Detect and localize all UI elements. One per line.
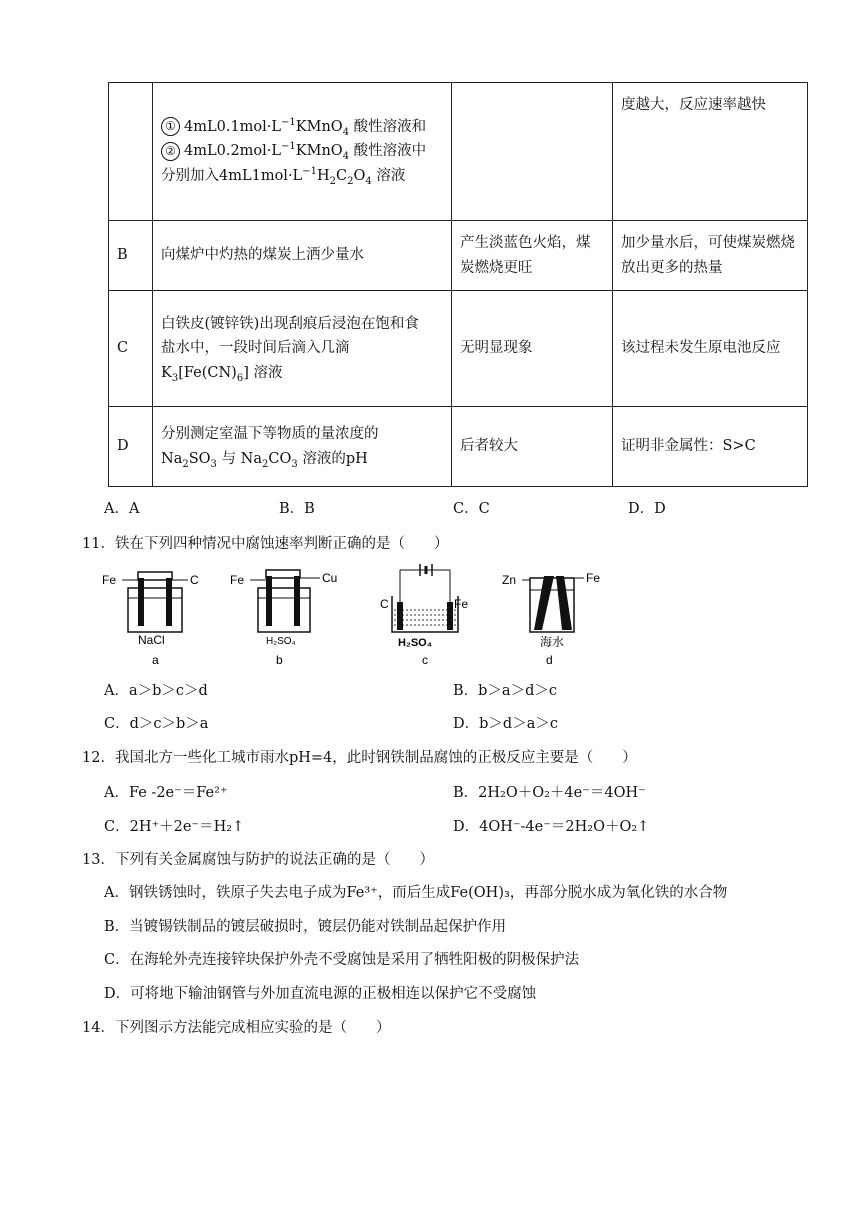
solution-label: H₂SO₄	[398, 637, 432, 649]
text: −1	[302, 165, 317, 177]
circle-number: ②	[161, 142, 180, 161]
electrode-label: C	[190, 573, 199, 587]
row-label: D	[109, 407, 153, 487]
option-c[interactable]: C．d＞c＞b＞a	[104, 716, 209, 732]
table-cell: 加少量水后，可使煤炭燃烧放出更多的热量	[613, 221, 808, 291]
option-a[interactable]: A．a＞b＞c＞d	[104, 683, 208, 699]
text: −1	[281, 116, 296, 128]
electrode-label: Fe	[102, 573, 117, 587]
option-d[interactable]: D．D	[628, 501, 666, 517]
text: 溶液的pH	[302, 450, 368, 467]
figure-caption: d	[546, 653, 553, 667]
figure-b	[228, 564, 348, 672]
text: 溶液	[376, 167, 406, 184]
text: 酸性溶液和	[353, 118, 427, 135]
text: 溶液	[253, 364, 283, 381]
table-cell	[109, 83, 153, 221]
text: 分别加入4mL1mol·L	[161, 167, 303, 184]
option-c[interactable]: C．在海轮外壳连接锌块保护外壳不受腐蚀是采用了牺牲阳极的阴极保护法	[104, 952, 580, 968]
question-14-stem: 14．下列图示方法能完成相应实验的是（ ）	[82, 1020, 391, 1036]
option-b[interactable]: B．B	[279, 501, 315, 517]
table-cell: 向煤炉中灼热的煤炭上洒少量水	[153, 221, 452, 291]
table-cell	[613, 83, 808, 221]
electrode-label: Cu	[322, 571, 338, 585]
text: 4mL0.1mol·L	[184, 118, 282, 135]
row-label: B	[109, 221, 153, 291]
text: 与	[221, 450, 237, 467]
figure-a	[100, 564, 220, 672]
figure-d	[500, 564, 610, 672]
option-c[interactable]: C．C	[453, 501, 490, 517]
solution-label: H₂SO₄	[266, 636, 296, 647]
figure-caption: b	[276, 653, 283, 667]
table-row	[109, 83, 808, 221]
electrode-label: Zn	[502, 573, 517, 587]
option-a[interactable]: A．钢铁锈蚀时，铁原子失去电子成为Fe³⁺，而后生成Fe(OH)₃，再部分脱水成为氧化铁的水合物	[104, 885, 728, 901]
text: 白铁皮(镀锌铁)出现刮痕后浸泡在饱和食	[161, 315, 419, 332]
option-c[interactable]: C．2H⁺＋2e⁻＝H₂↑	[104, 819, 245, 835]
text: 盐水中，一段时间后滴入几滴	[161, 340, 350, 357]
electrode-label: C	[380, 597, 389, 611]
option-d[interactable]: D．可将地下输油钢管与外加直流电源的正极相连以保护它不受腐蚀	[104, 986, 537, 1002]
table-cell: 证明非金属性：S>C	[613, 407, 808, 487]
question-12-stem: 12．我国北方一些化工城市雨水pH=4，此时钢铁制品腐蚀的正极反应主要是（ ）	[82, 750, 637, 766]
table-cell: ① $4mL0.1mol\cdot L^{-1}KMnO_4$ 酸性溶液和 ② $4mL0.2mol\cdot L^{-1}KMnO_4$ 酸性溶液中 分别加入$4mL1mol\cdot L^{-1}H_2C_2O_4$ 溶液	[153, 83, 452, 221]
option-d[interactable]: D．b＞d＞a＞c	[453, 716, 558, 732]
text: 分别测定室温下等物质的量浓度的	[161, 425, 379, 442]
figure-c	[376, 558, 476, 672]
electrode-label: Fe	[230, 573, 245, 587]
table-cell: 产生淡蓝色火焰，煤炭燃烧更旺	[452, 221, 613, 291]
row-label: C	[109, 291, 153, 407]
electrode-label: Fe	[454, 597, 469, 611]
question-13-stem: 13．下列有关金属腐蚀与防护的说法正确的是（ ）	[82, 852, 434, 868]
option-b[interactable]: B．b＞a＞d＞c	[453, 683, 557, 699]
text: 度越大，反应速率越快	[621, 97, 766, 113]
table-cell: 后者较大	[452, 407, 613, 487]
option-a[interactable]: A．Fe -2e⁻＝Fe²⁺	[104, 785, 228, 801]
experiment-table	[108, 82, 808, 487]
table-row	[109, 407, 808, 487]
electrode-label: Fe	[586, 571, 601, 585]
table-cell	[452, 83, 613, 221]
option-d[interactable]: D．4OH⁻-4e⁻＝2H₂O＋O₂↑	[453, 819, 650, 835]
table-row	[109, 291, 808, 407]
table-row	[109, 221, 808, 291]
option-a[interactable]: A．A	[104, 501, 140, 517]
option-b[interactable]: B．当镀锡铁制品的镀层破损时，镀层仍能对铁制品起保护作用	[104, 919, 507, 935]
solution-label: 海水	[540, 635, 565, 649]
text: 4mL0.2mol·L	[184, 143, 282, 160]
solution-label: NaCl	[138, 633, 165, 647]
option-b[interactable]: B．2H₂O＋O₂＋4e⁻＝4OH⁻	[453, 785, 646, 801]
text: KMnO	[295, 143, 343, 160]
figure-caption: c	[422, 653, 428, 667]
circle-number: ①	[161, 117, 180, 136]
text: −1	[281, 141, 296, 153]
figure-caption: a	[152, 653, 159, 667]
table-cell: 该过程未发生原电池反应	[613, 291, 808, 407]
text: 酸性溶液中	[353, 143, 427, 160]
table-cell: 白铁皮(镀锌铁)出现刮痕后浸泡在饱和食 盐水中，一段时间后滴入几滴 $K_3[Fe(CN)_6]$ 溶液	[153, 291, 452, 407]
table-cell: 无明显现象	[452, 291, 613, 407]
question-11-stem: 11．铁在下列四种情况中腐蚀速率判断正确的是（ ）	[82, 536, 449, 552]
text: KMnO	[295, 118, 343, 135]
table-cell: 分别测定室温下等物质的量浓度的 $Na_2SO_3$ 与 $Na_2CO_3$ 溶液的pH	[153, 407, 452, 487]
